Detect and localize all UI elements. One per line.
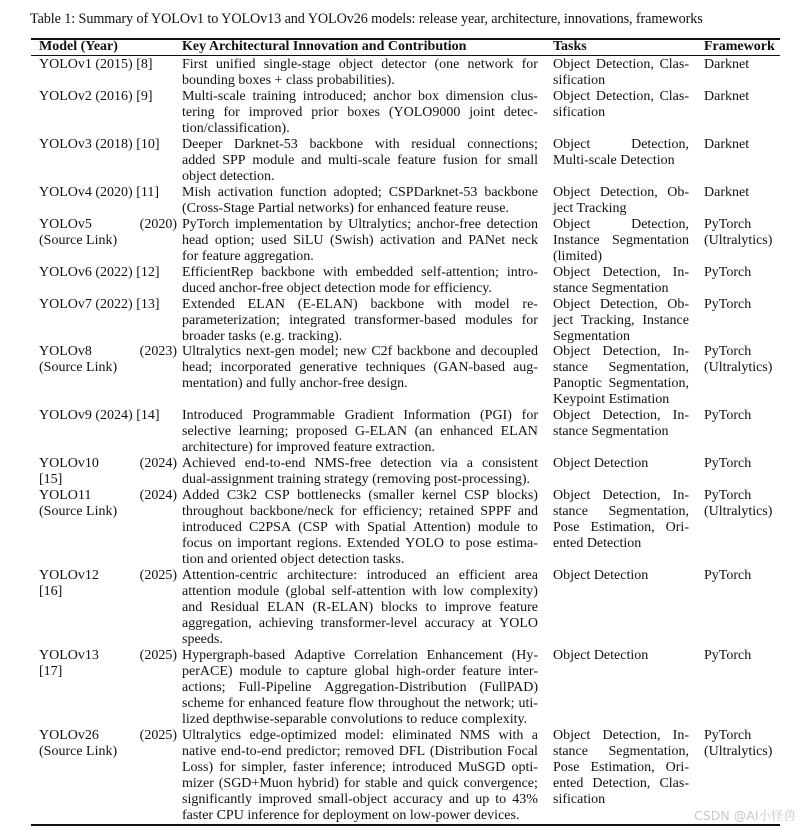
- innovation-line: native end-to-end predictor; removed DFL (Distribution Focal: [182, 744, 538, 759]
- innovation-line: head option; used SiLU (Swish) activation and PANet neck: [182, 233, 538, 248]
- innovation-cell: [182, 57, 538, 89]
- innovation-cell: [182, 185, 538, 217]
- innovation-line: Deeper Darknet-53 backbone with residual connections;: [182, 137, 538, 152]
- innovation-line: Hypergraph-based Adaptive Correlation Enhancement (Hy-: [182, 648, 538, 663]
- framework-line: PyTorch: [704, 297, 752, 312]
- framework-line: Darknet: [704, 57, 750, 72]
- framework-cell: [704, 297, 794, 313]
- innovation-cell: [182, 217, 538, 265]
- model-line: (Source Link): [39, 233, 118, 248]
- innovation-line: (Cross-Stage Partial networks) for enhanced feature reuse.: [182, 201, 509, 216]
- model-line: (Source Link): [39, 744, 118, 759]
- header-rule: [31, 55, 780, 56]
- tasks-cell: [553, 344, 689, 408]
- innovation-cell: [182, 648, 538, 728]
- model-line: YOLO11 (2024): [39, 488, 177, 503]
- tasks-cell: [553, 57, 689, 89]
- model-line: YOLOv10 (2024): [39, 456, 177, 471]
- innovation-cell: [182, 344, 538, 392]
- tasks-line: sification: [553, 73, 606, 88]
- framework-line: PyTorch: [704, 217, 752, 232]
- model-cell: [39, 89, 177, 105]
- framework-cell: [704, 185, 794, 201]
- model-line: YOLOv9 (2024) [14]: [39, 408, 160, 423]
- model-cell: [39, 137, 177, 153]
- framework-cell: [704, 265, 794, 281]
- innovation-line: dual-assignment training strategy (removing post-processing).: [182, 472, 530, 487]
- tasks-line: Instance Segmentation: [553, 233, 689, 248]
- tasks-line: Object Detection, In-: [553, 488, 689, 503]
- innovation-line: significantly improved small-object accuracy and up to 43%: [182, 792, 538, 807]
- model-line: [17]: [39, 664, 63, 679]
- innovation-line: mizer (SGD+Muon hybrid) for stable and quick convergence;: [182, 776, 538, 791]
- tasks-line: Object Detection, In-: [553, 265, 689, 280]
- model-line: YOLOv5 (2020): [39, 217, 177, 232]
- innovation-line: head; incorporated generative techniques (GAN-based aug-: [182, 360, 538, 375]
- framework-cell: [704, 568, 794, 584]
- tasks-line: Object Detection,: [553, 217, 689, 232]
- tasks-line: ented Detection: [553, 536, 642, 551]
- tasks-line: Object Detection, Clas-: [553, 89, 689, 104]
- innovation-cell: [182, 728, 538, 824]
- tasks-line: ject Tracking, Instance: [553, 313, 689, 328]
- tasks-cell: [553, 185, 689, 217]
- tasks-line: stance Segmentation: [553, 424, 669, 439]
- innovation-line: speeds.: [182, 632, 223, 647]
- tasks-line: Object Detection: [553, 456, 649, 471]
- tasks-line: Keypoint Estimation: [553, 392, 670, 407]
- watermark: CSDN @AI小怪兽: [694, 808, 796, 823]
- model-line: (Source Link): [39, 360, 118, 375]
- framework-line: PyTorch: [704, 456, 752, 471]
- framework-line: (Ultralytics): [704, 233, 773, 248]
- tasks-line: ject Tracking: [553, 201, 627, 216]
- tasks-line: Panoptic Segmentation,: [553, 376, 689, 391]
- tasks-cell: [553, 648, 689, 664]
- model-line: YOLOv13 (2025): [39, 648, 177, 663]
- tasks-line: Pose Estimation, Ori-: [553, 760, 689, 775]
- model-line: YOLOv26 (2025): [39, 728, 177, 743]
- header-framework: Framework: [704, 39, 775, 54]
- framework-line: Darknet: [704, 137, 750, 152]
- innovation-line: tion and oriented object detection tasks.: [182, 552, 405, 567]
- model-line: YOLOv3 (2018) [10]: [39, 137, 160, 152]
- innovation-line: actions; Full-Pipeline Aggregation-Distribution (FullPAD): [182, 680, 538, 695]
- framework-cell: [704, 456, 794, 472]
- tasks-line: stance Segmentation,: [553, 504, 689, 519]
- framework-line: PyTorch: [704, 408, 752, 423]
- innovation-line: for feature aggregation.: [182, 249, 314, 264]
- model-line: YOLOv8 (2023): [39, 344, 177, 359]
- tasks-line: (limited): [553, 249, 602, 264]
- framework-cell: [704, 217, 794, 249]
- model-cell: [39, 265, 177, 281]
- tasks-line: Multi-scale Detection: [553, 153, 675, 168]
- innovation-line: Ultralytics edge-optimized model: eliminated NMS with a: [182, 728, 538, 743]
- innovation-line: bounding boxes + class probabilities).: [182, 73, 395, 88]
- tasks-cell: [553, 89, 689, 121]
- innovation-line: Achieved end-to-end NMS-free detection via a consistent: [182, 456, 538, 471]
- tasks-line: Object Detection, In-: [553, 728, 689, 743]
- innovation-line: Multi-scale training introduced; anchor box dimension clus-: [182, 89, 538, 104]
- framework-line: PyTorch: [704, 728, 752, 743]
- innovation-line: tering for improved prior boxes (YOLO9000 joint detec-: [182, 105, 538, 120]
- model-cell: [39, 344, 177, 376]
- model-line: YOLOv12 (2025): [39, 568, 177, 583]
- innovation-cell: [182, 568, 538, 648]
- model-line: YOLOv7 (2022) [13]: [39, 297, 160, 312]
- framework-line: PyTorch: [704, 648, 752, 663]
- innovation-line: object detection.: [182, 169, 275, 184]
- innovation-cell: [182, 89, 538, 137]
- innovation-line: EfficientRep backbone with embedded self-attention; intro-: [182, 265, 538, 280]
- innovation-line: tion/classification).: [182, 121, 290, 136]
- model-cell: [39, 456, 177, 488]
- innovation-line: perACE) module to capture global high-order feature inter-: [182, 664, 538, 679]
- innovation-line: scheme for enhanced feature flow throughout the network; uti-: [182, 696, 538, 711]
- framework-line: Darknet: [704, 89, 750, 104]
- innovation-line: Attention-centric architecture: introduced an efficient area: [182, 568, 538, 583]
- innovation-line: aggregation, achieving transformer-level accuracy at YOLO: [182, 616, 538, 631]
- header-model: Model (Year): [39, 39, 118, 54]
- innovation-line: added SPP module and multi-scale feature fusion for small: [182, 153, 538, 168]
- framework-cell: [704, 89, 794, 105]
- table-bottom-rule: [31, 824, 780, 826]
- model-line: YOLOv6 (2022) [12]: [39, 265, 160, 280]
- innovation-line: throughout backbone/neck for efficiency; retained SPPF and: [182, 504, 538, 519]
- model-cell: [39, 57, 177, 73]
- tasks-line: sification: [553, 105, 606, 120]
- model-line: [15]: [39, 472, 63, 487]
- tasks-line: stance Segmentation,: [553, 360, 689, 375]
- framework-line: PyTorch: [704, 265, 752, 280]
- innovation-line: parameterization; integrated transformer-based modules for: [182, 313, 538, 328]
- innovation-cell: [182, 488, 538, 568]
- framework-line: PyTorch: [704, 488, 752, 503]
- innovation-cell: [182, 297, 538, 345]
- header-tasks: Tasks: [553, 39, 587, 54]
- framework-cell: [704, 57, 794, 73]
- tasks-line: Object Detection, Clas-: [553, 57, 689, 72]
- tasks-line: stance Segmentation: [553, 281, 669, 296]
- tasks-cell: [553, 568, 689, 584]
- framework-line: (Ultralytics): [704, 744, 773, 759]
- innovation-line: First unified single-stage object detector (one network for: [182, 57, 538, 72]
- tasks-line: sification: [553, 792, 606, 807]
- tasks-cell: [553, 488, 689, 552]
- tasks-cell: [553, 408, 689, 440]
- framework-line: PyTorch: [704, 344, 752, 359]
- model-cell: [39, 217, 177, 249]
- innovation-line: mentation) and fully anchor-free design.: [182, 376, 408, 391]
- tasks-line: Object Detection, In-: [553, 408, 689, 423]
- framework-line: PyTorch: [704, 568, 752, 583]
- framework-cell: [704, 728, 794, 760]
- tasks-line: Object Detection, In-: [553, 344, 689, 359]
- header-innovation: Key Architectural Innovation and Contribution: [182, 39, 467, 54]
- tasks-cell: [553, 265, 689, 297]
- innovation-line: selective learning; proposed G-ELAN (an enhanced ELAN: [182, 424, 538, 439]
- model-line: YOLOv1 (2015) [8]: [39, 57, 153, 72]
- tasks-line: Pose Estimation, Ori-: [553, 520, 689, 535]
- innovation-line: duced anchor-free object detection mode for efficiency.: [182, 281, 492, 296]
- innovation-line: architecture) for improved feature extraction.: [182, 440, 436, 455]
- model-cell: [39, 488, 177, 520]
- model-line: YOLOv2 (2016) [9]: [39, 89, 153, 104]
- innovation-line: lized depthwise-separable convolutions to reduce complexity.: [182, 712, 528, 727]
- innovation-line: focus on important regions. Extended YOLO to pose estima-: [182, 536, 538, 551]
- tasks-line: Object Detection, Ob-: [553, 185, 689, 200]
- tasks-line: Object Detection: [553, 568, 649, 583]
- innovation-cell: [182, 265, 538, 297]
- framework-cell: [704, 137, 794, 153]
- tasks-line: Object Detection: [553, 648, 649, 663]
- innovation-line: and Residual ELAN (R-ELAN) blocks to improve feature: [182, 600, 538, 615]
- innovation-line: Loss) for simpler, faster inference; introduced MuSGD opti-: [182, 760, 538, 775]
- model-line: YOLOv4 (2020) [11]: [39, 185, 160, 200]
- model-line: (Source Link): [39, 504, 118, 519]
- innovation-cell: [182, 456, 538, 488]
- innovation-line: Introduced Programmable Gradient Information (PGI) for: [182, 408, 538, 423]
- tasks-cell: [553, 137, 689, 169]
- tasks-line: ented Detection, Clas-: [553, 776, 689, 791]
- model-line: [16]: [39, 584, 63, 599]
- framework-cell: [704, 488, 794, 520]
- tasks-line: Object Detection, Ob-: [553, 297, 689, 312]
- model-cell: [39, 648, 177, 680]
- innovation-line: faster CPU inference for deployment on low-power devices.: [182, 808, 520, 823]
- innovation-line: PyTorch implementation by Ultralytics; anchor-free detection: [182, 217, 538, 232]
- tasks-cell: [553, 456, 689, 472]
- model-cell: [39, 297, 177, 313]
- innovation-line: Added C3k2 CSP bottlenecks (smaller kernel CSP blocks): [182, 488, 538, 503]
- innovation-line: introduced C2PSA (CSP with Spatial Attention) module to: [182, 520, 538, 535]
- tasks-cell: [553, 728, 689, 808]
- framework-line: Darknet: [704, 185, 750, 200]
- framework-cell: [704, 648, 794, 664]
- innovation-line: broader tasks (e.g. tracking).: [182, 329, 343, 344]
- innovation-line: Ultralytics next-gen model; new C2f backbone and decoupled: [182, 344, 538, 359]
- innovation-line: Extended ELAN (E-ELAN) backbone with model re-: [182, 297, 538, 312]
- tasks-line: stance Segmentation,: [553, 744, 689, 759]
- framework-cell: [704, 344, 794, 376]
- model-cell: [39, 185, 177, 201]
- tasks-line: Segmentation: [553, 329, 630, 344]
- innovation-line: Mish activation function adopted; CSPDarknet-53 backbone: [182, 185, 538, 200]
- innovation-cell: [182, 137, 538, 185]
- framework-cell: [704, 408, 794, 424]
- framework-line: (Ultralytics): [704, 360, 773, 375]
- model-cell: [39, 408, 177, 424]
- tasks-line: Object Detection,: [553, 137, 689, 152]
- innovation-line: attention module (global self-attention with low complexity): [182, 584, 538, 599]
- model-cell: [39, 728, 177, 760]
- model-cell: [39, 568, 177, 600]
- tasks-cell: [553, 297, 689, 345]
- tasks-cell: [553, 217, 689, 265]
- table-caption: Table 1: Summary of YOLOv1 to YOLOv13 and YOLOv26 models: release year, architecture, innovations, frameworks: [30, 11, 703, 27]
- innovation-cell: [182, 408, 538, 456]
- framework-line: (Ultralytics): [704, 504, 773, 519]
